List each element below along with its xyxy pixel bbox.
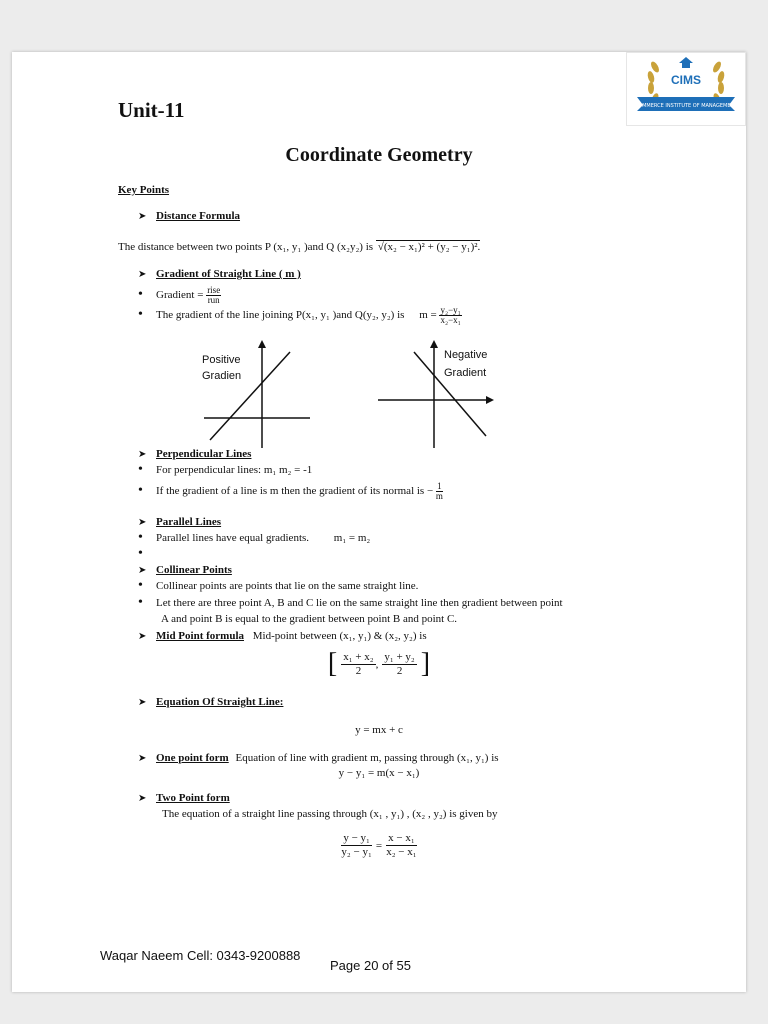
bullet-icon: • xyxy=(138,307,143,323)
empty-bullet xyxy=(138,548,156,560)
midpoint-text: Mid-point between (x₁, y₁) & (x₂, y₂) is xyxy=(252,630,427,642)
collinear-section xyxy=(138,564,232,576)
gradient-section xyxy=(138,268,301,280)
perpendicular-item-1 xyxy=(138,464,312,476)
equation-section xyxy=(138,696,283,708)
axis-arrow-icon xyxy=(430,340,438,348)
two-point-heading: Two Point form xyxy=(156,792,230,804)
fraction-numerator: y₂−y₁ xyxy=(440,305,461,315)
arrow-bullet-icon: ➤ xyxy=(138,793,147,804)
distance-text-line xyxy=(118,241,480,253)
parallel-heading: Parallel Lines xyxy=(156,516,222,528)
axis-arrow-icon xyxy=(486,396,494,404)
bullet-icon: • xyxy=(138,287,143,303)
parallel-section xyxy=(138,516,221,528)
perpendicular-item-2 xyxy=(138,482,443,501)
bullet-icon: • xyxy=(138,530,143,545)
laurel-wreath-icon xyxy=(627,53,745,125)
slope-intercept-formula: y = mx + c xyxy=(355,724,403,736)
parallel-equation: m₁ = m₂ xyxy=(333,532,371,544)
distance-text: The distance between two points P (x₁, y₁ )and Q (x₂y₂) is xyxy=(118,241,374,253)
perpendicular-section xyxy=(138,448,251,460)
bullet-icon: • xyxy=(138,483,143,499)
arrow-bullet-icon: ➤ xyxy=(138,211,147,222)
arrow-bullet-icon: ➤ xyxy=(138,517,147,528)
midpoint-heading: Mid Point formula xyxy=(156,630,244,642)
gradient-item1-label: Gradient = xyxy=(156,289,204,302)
equals-sign: = xyxy=(375,840,383,853)
distance-heading: Distance Formula xyxy=(156,210,241,222)
distance-formula: √(x₂ − x₁)² + (y₂ − y₁)². xyxy=(377,241,481,253)
footer-author: Waqar Naeem Cell: 0343-9200888 xyxy=(100,948,301,963)
midpoint-y-fraction xyxy=(382,651,416,678)
gradient-m-label: m = xyxy=(419,309,437,322)
collinear-item-1 xyxy=(138,580,418,592)
positive-label-line2: Gradien xyxy=(202,370,242,382)
fraction-numerator: 1 xyxy=(437,481,442,491)
arrow-bullet-icon: ➤ xyxy=(138,565,147,576)
arrow-bullet-icon: ➤ xyxy=(138,697,147,708)
gradient-item-2 xyxy=(138,306,462,325)
document-page xyxy=(12,52,746,992)
one-point-section xyxy=(138,752,499,764)
collinear-item-2-cont: A and point B is equal to the gradient between point B and point C. xyxy=(161,613,458,625)
midpoint-x-fraction xyxy=(341,651,375,678)
midpoint-section xyxy=(138,630,427,642)
positive-label-line1: Positive xyxy=(202,354,241,366)
fraction-denominator: x₂−x₁ xyxy=(440,315,461,325)
arrow-bullet-icon: ➤ xyxy=(138,753,147,764)
two-point-y-fraction xyxy=(341,832,372,859)
negative-label-line2: Gradient xyxy=(444,367,487,379)
gradient-item-1 xyxy=(138,286,221,305)
fraction-denominator: 2 xyxy=(355,664,362,677)
svg-text:COMMERCE INSTITUTE OF MANAGEME: COMMERCE INSTITUTE OF MANAGEMENT xyxy=(634,103,738,109)
normal-gradient-fraction xyxy=(436,482,443,501)
two-point-text: The equation of a straight line passing through (x₁ , y₁) , (x₂ , y₂) is given by xyxy=(162,808,498,820)
parallel-item1-text: Parallel lines have equal gradients. xyxy=(156,532,310,544)
perpendicular-heading: Perpendicular Lines xyxy=(156,448,252,460)
cims-logo xyxy=(626,52,746,126)
collinear-heading: Collinear Points xyxy=(156,564,232,576)
midpoint-formula: [ $\frac{\text{x₁ + x₂}}{2}$ , $\frac{\text{y₁ + y₂}}{2}$ ] xyxy=(327,648,431,679)
bracket-left: [ xyxy=(327,648,338,679)
negative-gradient-label xyxy=(444,346,487,382)
one-point-text: Equation of line with gradient m, passing through (x₁, y₁) is xyxy=(235,752,499,764)
bullet-icon: • xyxy=(138,578,143,593)
footer-page-number: Page 20 of 55 xyxy=(330,958,411,973)
bullet-icon: • xyxy=(138,595,143,610)
gradient-heading: Gradient of Straight Line ( m ) xyxy=(156,268,301,280)
equation-heading: Equation Of Straight Line: xyxy=(156,696,284,708)
collinear-item1-text: Collinear points are points that lie on the same straight line. xyxy=(156,580,419,592)
perpendicular-item1-text: For perpendicular lines: m₁ m₂ = -1 xyxy=(156,464,313,476)
page-title: Coordinate Geometry xyxy=(285,144,473,166)
two-point-section xyxy=(138,792,230,804)
perpendicular-item2-text: If the gradient of a line is m then the gradient of its normal is − xyxy=(156,485,434,498)
one-point-formula: y − y₁ = m(x − x₁) xyxy=(338,767,420,779)
fraction-numerator: x − x₁ xyxy=(388,832,415,844)
fraction-denominator: x₂ − x₁ xyxy=(386,846,417,858)
fraction-denominator: run xyxy=(207,295,220,305)
fraction-denominator: 2 xyxy=(396,664,403,677)
arrow-bullet-icon: ➤ xyxy=(138,631,147,642)
fraction-denominator: y₂ − y₁ xyxy=(341,846,372,858)
logo-text: CIMS xyxy=(671,73,701,87)
fraction-numerator: x₁ + x₂ xyxy=(343,650,374,663)
bullet-icon: • xyxy=(138,546,143,561)
gradient-item2-text: The gradient of the line joining P(x₁, y₁ )and Q(y₂, y₂) is xyxy=(156,309,405,322)
one-point-heading: One point form xyxy=(156,752,229,764)
unit-heading: Unit-11 xyxy=(118,98,185,122)
collinear-item2-line1: Let there are three point A, B and C lie on the same straight line then gradient between point xyxy=(156,597,563,609)
parallel-item-1 xyxy=(138,532,370,544)
two-point-formula xyxy=(12,832,746,859)
two-point-x-fraction xyxy=(386,832,417,859)
key-points-heading: Key Points xyxy=(118,184,170,196)
rise-over-run-fraction xyxy=(206,286,221,305)
negative-label-line1: Negative xyxy=(444,349,488,361)
positive-gradient-label xyxy=(202,352,241,384)
fraction-numerator: y₁ + y₂ xyxy=(384,650,415,663)
gradient-fraction xyxy=(439,306,461,325)
bullet-icon: • xyxy=(138,462,143,477)
fraction-numerator: y − y₁ xyxy=(343,832,370,844)
bracket-right: ] xyxy=(420,648,431,679)
arrow-bullet-icon: ➤ xyxy=(138,269,147,280)
axis-arrow-icon xyxy=(258,340,266,348)
collinear-item-2 xyxy=(138,597,563,609)
fraction-numerator: rise xyxy=(207,285,221,295)
fraction-denominator: m xyxy=(435,491,443,501)
distance-section xyxy=(138,210,240,222)
arrow-bullet-icon: ➤ xyxy=(138,449,147,460)
